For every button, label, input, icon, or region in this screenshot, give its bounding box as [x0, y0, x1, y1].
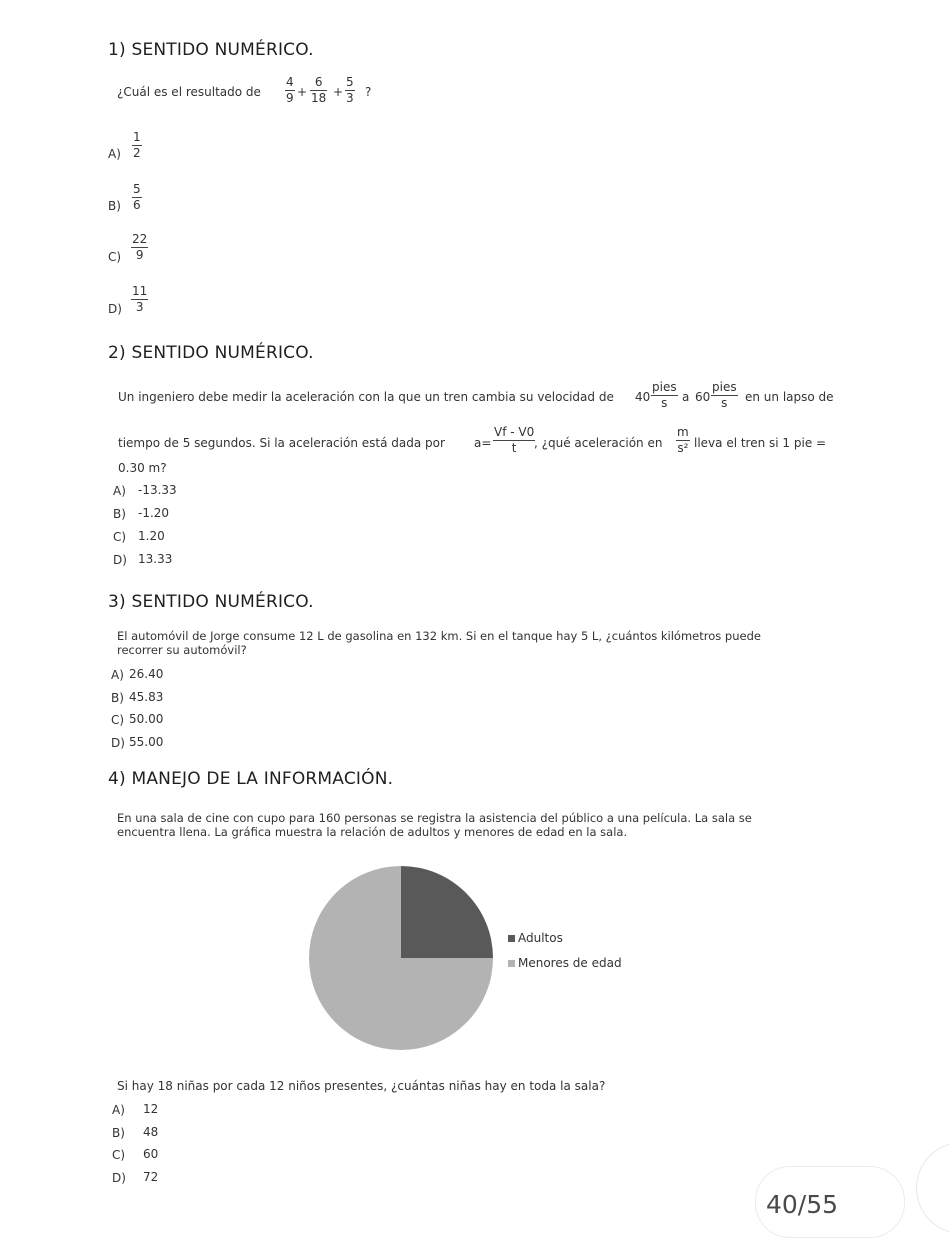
q1-question-text: ¿Cuál es el resultado de	[117, 85, 261, 99]
q4-option-c[interactable]: 60	[143, 1147, 159, 1161]
q2-text-a: a	[682, 390, 690, 404]
q2-unit-1-den: s	[661, 396, 668, 410]
q1-option-a-num: 1	[133, 130, 141, 144]
q3-option-a-label: A)	[111, 668, 124, 682]
q1-term-2	[310, 76, 327, 105]
q2-unit-2-den: s	[721, 396, 728, 410]
q1-term-2-den: 18	[311, 91, 327, 105]
q4-option-b[interactable]: 48	[143, 1125, 159, 1139]
pie-slice-adultos	[401, 866, 493, 958]
q4-option-a[interactable]: 12	[143, 1102, 159, 1116]
q2-option-d[interactable]: 13.33	[138, 552, 173, 566]
q2-text-line1-b: en un lapso de	[745, 390, 834, 404]
q2-text-line3: 0.30 m?	[118, 461, 167, 475]
q2-formula-lhs: a=	[474, 436, 492, 450]
q1-question-mark: ?	[365, 85, 372, 99]
q1-term-3-num: 5	[346, 75, 354, 89]
q2-accel-unit-den: s²	[677, 441, 689, 455]
q1-option-c[interactable]	[131, 233, 148, 262]
q3-option-a[interactable]: 26.40	[129, 667, 164, 681]
q1-plus-1: +	[297, 85, 308, 99]
next-page-button[interactable]	[916, 1142, 949, 1234]
q1-option-a[interactable]	[132, 131, 142, 160]
q3-text-line2: recorrer su automóvil?	[117, 643, 247, 657]
q2-option-a[interactable]: -13.33	[138, 483, 177, 497]
q2-unit-1-num: pies	[652, 380, 677, 394]
q1-option-a-den: 2	[133, 146, 141, 160]
q1-option-c-label: C)	[108, 250, 122, 264]
q1-option-c-den: 9	[135, 248, 144, 262]
q1-option-c-num: 22	[132, 232, 148, 246]
pie-chart	[300, 856, 660, 1060]
q2-option-d-label: D)	[113, 553, 127, 567]
q4-option-d-label: D)	[112, 1171, 126, 1185]
q1-term-3	[345, 76, 355, 105]
q4-heading: 4) MANEJO DE LA INFORMACIÓN.	[108, 769, 394, 789]
q2-accel-unit-num: m	[677, 425, 689, 439]
q4-text-line2: encuentra llena. La gráfica muestra la relación de adultos y menores de edad en la sala.	[117, 825, 628, 839]
q4-option-d[interactable]: 72	[143, 1170, 159, 1184]
q1-plus-2: +	[333, 85, 344, 99]
q2-accel-unit	[676, 426, 690, 455]
q3-option-d-label: D)	[111, 736, 125, 750]
q1-option-d-num: 11	[132, 284, 148, 298]
q4-option-b-label: B)	[112, 1126, 125, 1140]
q2-option-c-label: C)	[113, 530, 127, 544]
q2-unit-2-num: pies	[712, 380, 737, 394]
q3-option-c[interactable]: 50.00	[129, 712, 164, 726]
q2-heading: 2) SENTIDO NUMÉRICO.	[108, 343, 314, 363]
q4-text-line1: En una sala de cine con cupo para 160 personas se registra la asistencia del público a una película. La sala se	[117, 811, 752, 825]
q2-text-line2-b: , ¿qué aceleración en	[534, 436, 663, 450]
q2-text-line2-c: lleva el tren si 1 pie =	[694, 436, 827, 450]
q2-velocity-1: 40	[635, 390, 651, 404]
q4-option-a-label: A)	[112, 1103, 125, 1117]
q1-option-a-label: A)	[108, 147, 121, 161]
q2-unit-2	[711, 381, 738, 410]
q1-term-3-den: 3	[346, 91, 354, 105]
q2-formula-fraction	[493, 426, 535, 455]
q1-option-d-label: D)	[108, 302, 122, 316]
q1-option-b[interactable]	[132, 183, 142, 212]
q1-term-1	[285, 76, 295, 105]
q2-option-b-label: B)	[113, 507, 126, 521]
q2-text-line2-a: tiempo de 5 segundos. Si la aceleración está dada por	[118, 436, 445, 450]
q1-term-2-num: 6	[314, 75, 323, 89]
q2-formula-den: t	[511, 441, 517, 455]
q2-formula-num: Vf - V0	[494, 425, 535, 439]
q1-heading: 1) SENTIDO NUMÉRICO.	[108, 40, 314, 60]
q3-option-b-label: B)	[111, 691, 124, 705]
q2-option-a-label: A)	[113, 484, 126, 498]
q1-option-d[interactable]	[131, 285, 148, 314]
q3-option-d[interactable]: 55.00	[129, 735, 164, 749]
page-counter: 40/55	[766, 1190, 839, 1219]
q1-option-b-den: 6	[133, 198, 141, 212]
q3-option-b[interactable]: 45.83	[129, 690, 164, 704]
q4-question: Si hay 18 niñas por cada 12 niños presentes, ¿cuántas niñas hay en toda la sala?	[117, 1079, 606, 1093]
q3-option-c-label: C)	[111, 713, 125, 727]
q4-option-c-label: C)	[112, 1148, 126, 1162]
q1-option-b-label: B)	[108, 199, 121, 213]
pie-slices	[309, 866, 493, 1050]
legend-swatch-0	[508, 935, 515, 942]
q2-velocity-2: 60	[695, 390, 711, 404]
q2-option-b[interactable]: -1.20	[138, 506, 170, 520]
q2-unit-1	[651, 381, 678, 410]
q2-text-line1-a: Un ingeniero debe medir la aceleración con la que un tren cambia su velocidad de	[118, 390, 614, 404]
pie-legend	[508, 931, 622, 970]
q3-text-line1: El automóvil de Jorge consume 12 L de gasolina en 132 km. Si en el tanque hay 5 L, ¿cuántos kilómetros puede	[117, 629, 761, 643]
q1-option-b-num: 5	[133, 182, 141, 196]
q2-option-c[interactable]: 1.20	[138, 529, 165, 543]
q1-term-1-den: 9	[286, 91, 294, 105]
legend-swatch-1	[508, 960, 515, 967]
legend-label-0: Adultos	[518, 931, 563, 945]
q3-heading: 3) SENTIDO NUMÉRICO.	[108, 592, 314, 612]
legend-label-1: Menores de edad	[518, 956, 622, 970]
q1-term-1-num: 4	[286, 75, 294, 89]
q1-option-d-den: 3	[135, 300, 144, 314]
